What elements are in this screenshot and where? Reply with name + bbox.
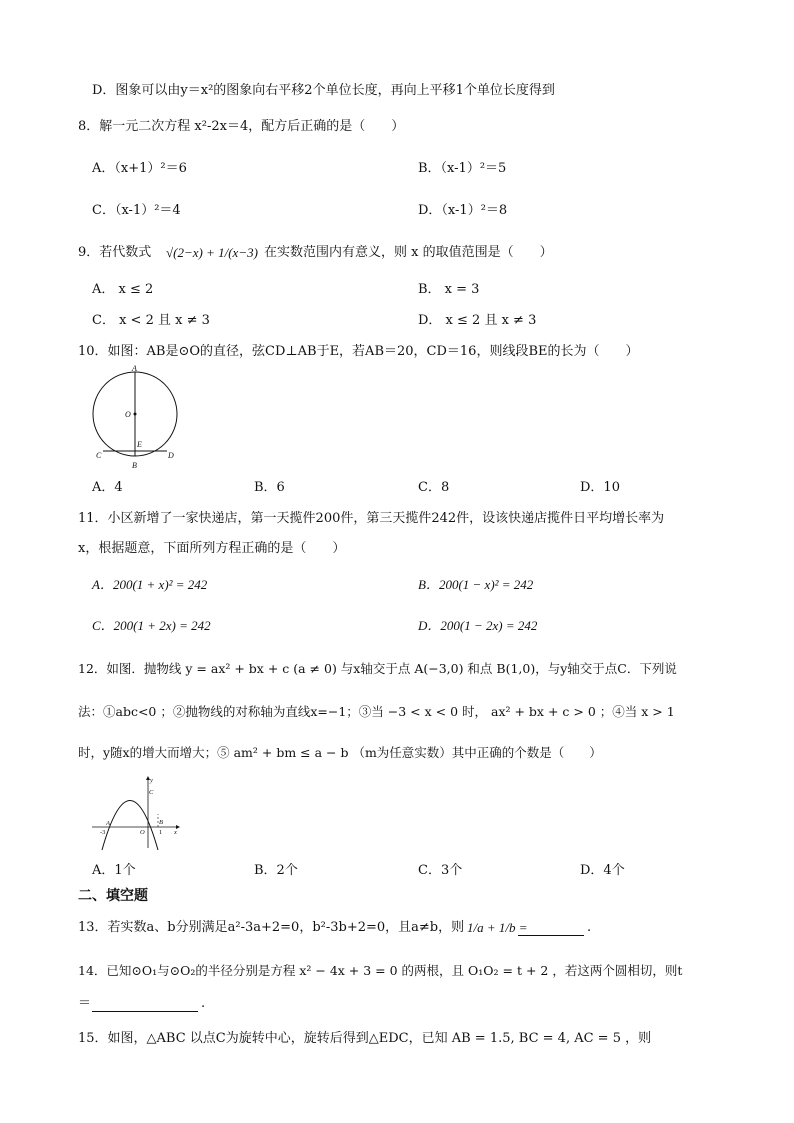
q13-answer-blank[interactable] (518, 919, 584, 936)
q12-label-minus3: -3 (100, 829, 106, 836)
q8-option-b: B．（x-1）²＝5 (418, 161, 507, 176)
section-heading-fill-in: 二、填空题 (78, 888, 148, 904)
q10-label-d: D (168, 451, 174, 460)
q12-stem-line1: 12．如图．抛物线 y = ax² + bx + c (a ≠ 0) 与x轴交于点 A(−3,0) 和点 B(1,0)，与y轴交于点C．下列说 (78, 661, 677, 676)
q14-equals: ＝ (78, 996, 92, 1011)
q12-label-y: y (150, 777, 153, 784)
q9-option-b: B． x = 3 (418, 282, 480, 297)
q11-stem-line1: 11．小区新增了一家快递店，第一天揽件200件，第三天揽件242件，设该快递店揽件日平均增长率为 (78, 511, 665, 526)
q10-label-a: A (132, 364, 137, 373)
q12-option-a: A．1个 (92, 863, 136, 878)
q12-stem-line2: 法：①abc<0 ；②抛物线的对称轴为直线x=−1；③当 −3 < x < 0 时， ax² + bx + c > 0 ；④当 x > 1 (78, 704, 675, 719)
q13-expression: 1/a + 1/b = (467, 920, 528, 935)
q10-label-e: E (137, 440, 142, 449)
q10-label-b: B (132, 461, 137, 470)
q12-parabola-figure (90, 774, 182, 852)
q15-line1: 15．如图，△ABC 以点C为旋转中心，旋转后得到△EDC，已知 AB = 1.5, BC = 4, AC = 5 ，则 (78, 1031, 652, 1046)
q11-stem-line2: x，根据题意，下面所列方程正确的是（ ） (78, 541, 346, 556)
q12-label-a: A (106, 820, 110, 827)
q12-option-b: B．2个 (254, 863, 298, 878)
q12-label-o: O (140, 829, 145, 836)
q11-option-a: A．200(1 + x)² = 242 (92, 577, 208, 592)
q10-label-o: O (125, 410, 131, 419)
q8-option-c: C．（x-1）²＝4 (92, 203, 181, 218)
q8-option-a: A．（x+1）²＝6 (92, 161, 187, 176)
q10-stem: 10．如图：AB是⊙O的直径，弦CD⊥AB于E，若AB＝20，CD＝16，则线段BE的长为（ ） (78, 344, 639, 359)
q12-option-d: D．4个 (580, 863, 625, 878)
q12-option-c: C．3个 (418, 863, 463, 878)
q9-stem-b: 在实数范围内有意义，则 x 的取值范围是（ ） (264, 245, 553, 260)
q9-option-a: A． x ≤ 2 (92, 282, 154, 297)
q8-stem: 8．解一元二次方程 x²-2x＝4，配方后正确的是（ ） (78, 119, 405, 134)
q7-option-d: D．图象可以由y＝x²的图象向右平移2个单位长度，再向上平移1个单位长度得到 (92, 83, 555, 98)
q8-option-d: D．（x-1）²＝8 (418, 203, 508, 218)
q12-label-b: B (159, 819, 163, 826)
q10-option-c: C．8 (418, 480, 450, 495)
q12-label-x: x (174, 829, 177, 836)
q10-option-b: B．6 (254, 480, 285, 495)
q10-option-d: D．10 (580, 480, 620, 495)
q11-option-b: B．200(1 − x)² = 242 (418, 577, 534, 592)
q14-line1: 14．已知⊙O₁与⊙O₂的半径分别是方程 x² − 4x + 3 = 0 的两根，且 O₁O₂ = t + 2 ，若这两个圆相切，则t (78, 963, 683, 978)
q9-option-c: C． x < 2 且 x ≠ 3 (92, 313, 210, 328)
q10-center-dot (134, 413, 137, 416)
q13-text: 13．若实数a、b分别满足a²-3a+2=0，b²-3b+2=0，且a≠b，则 (78, 920, 465, 935)
q11-option-d: D．200(1 − 2x) = 242 (418, 618, 538, 633)
q9-option-d: D． x ≤ 2 且 x ≠ 3 (418, 313, 537, 328)
q12-parabola (102, 801, 158, 851)
q10-label-c: C (96, 451, 102, 460)
q10-option-a: A．4 (92, 480, 123, 495)
q14-period: . (201, 996, 206, 1011)
q13-period: . (587, 920, 592, 935)
q12-label-c: C (149, 789, 154, 796)
q14-answer-blank[interactable] (92, 995, 198, 1012)
q12-stem-line3: 时，y随x的增大而增大；⑤ am² + bm ≤ a − b （m为任意实数）其中正确的个数是（ ） (78, 745, 602, 760)
q11-option-c: C．200(1 + 2x) = 242 (92, 618, 211, 633)
q9-stem-a: 9．若代数式 (78, 245, 152, 260)
q10-circle-figure (90, 362, 180, 474)
q9-expression: √(2−x) + 1/(x−3) (166, 245, 258, 260)
q12-label-1: 1 (159, 829, 163, 836)
